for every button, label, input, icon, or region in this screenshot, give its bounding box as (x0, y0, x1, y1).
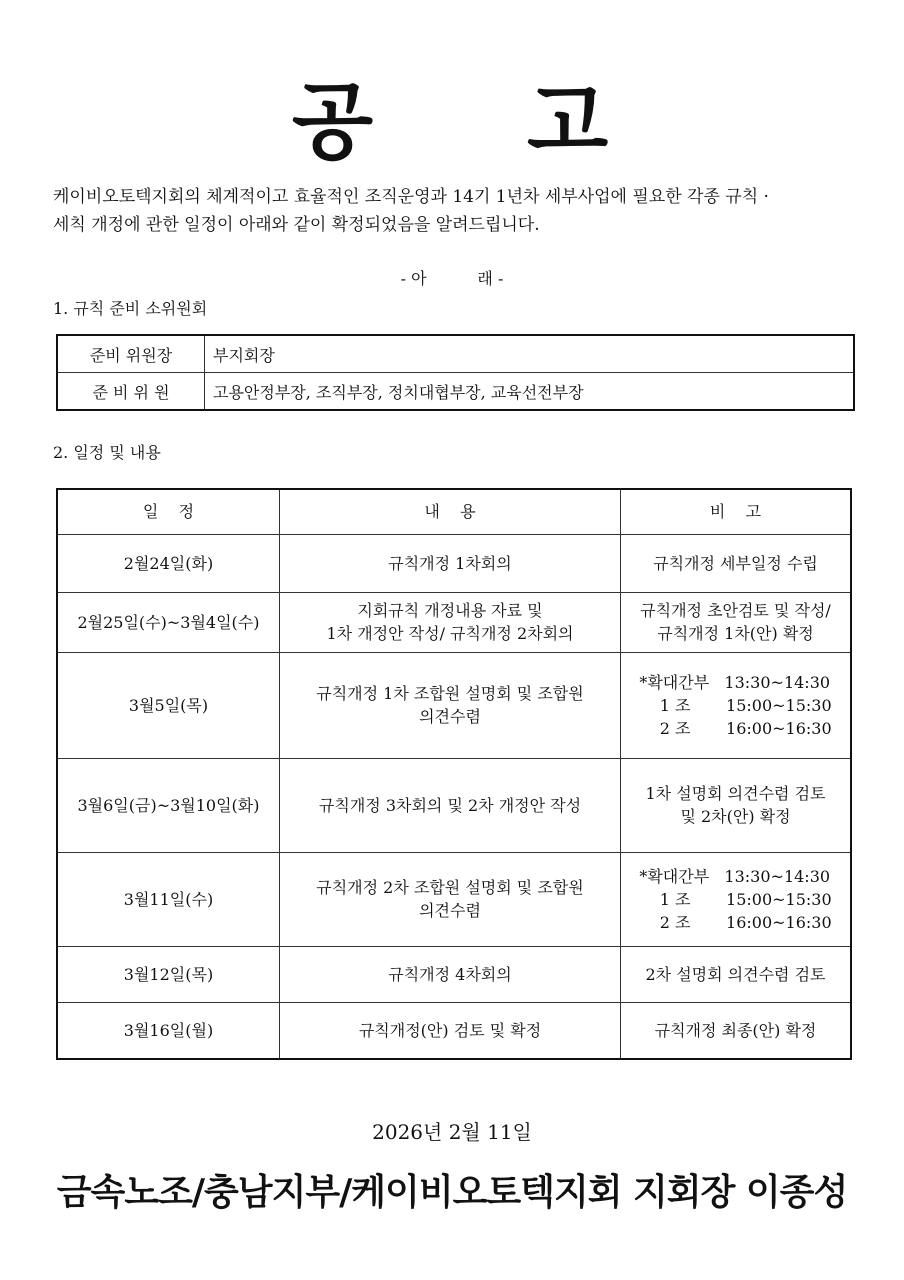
date-cell (57, 592, 280, 652)
row-key: 준 비 위 원 (57, 373, 205, 411)
table-row (57, 534, 851, 592)
table-row (57, 592, 851, 652)
row-value: 고용안정부장, 조직부장, 정치대협부장, 교육선전부장 (205, 373, 855, 411)
date-cell-text: 3월5일(목) (128, 695, 209, 715)
note-cell (621, 946, 852, 1002)
below-heading: - 아 래 - (400, 269, 504, 288)
header-cell: 내 용 (280, 489, 621, 534)
content-cell (280, 592, 621, 652)
date-cell (57, 534, 280, 592)
note-cell-text: *확대간부 13:30~14:30 1 조 15:00~15:30 2 조 16:00~16:30 (639, 672, 832, 738)
date-cell (57, 652, 280, 758)
content-cell-text: 규칙개정 1차회의 (388, 553, 512, 573)
date-cell-text: 3월6일(금)~3월10일(화) (77, 795, 260, 815)
content-cell (280, 652, 621, 758)
table-row (57, 852, 851, 946)
intro-line: 세칙 개정에 관한 일정이 아래와 같이 확정되었음을 알려드립니다. (53, 215, 540, 235)
note-cell-text: 규칙개정 최종(안) 확정 (654, 1020, 817, 1040)
content-cell (280, 946, 621, 1002)
date-cell (57, 758, 280, 852)
date-cell-text: 3월11일(수) (123, 889, 214, 909)
date-cell-text: 2월25일(수)~3월4일(수) (77, 612, 260, 632)
content-cell-text: 규칙개정 1차 조합원 설명회 및 조합원 의견수렴 (316, 684, 584, 726)
title-char: 고 (527, 73, 613, 171)
content-cell (280, 534, 621, 592)
content-cell (280, 852, 621, 946)
date-cell (57, 1002, 280, 1059)
row-key: 준비 위원장 (57, 335, 205, 373)
header-row (57, 489, 851, 534)
note-cell (621, 758, 852, 852)
note-cell (621, 1002, 852, 1059)
content-cell (280, 1002, 621, 1059)
committee-table (56, 334, 855, 411)
row-value: 부지회장 (205, 335, 855, 373)
note-cell-text: 규칙개정 세부일정 수립 (653, 553, 818, 573)
note-cell-text: 규칙개정 초안검토 및 작성/ 규칙개정 1차(안) 확정 (640, 601, 831, 643)
note-cell (621, 592, 852, 652)
title-char: 공 (291, 73, 377, 171)
page-title (0, 55, 904, 176)
table-row (57, 335, 854, 373)
table-row (57, 758, 851, 852)
section1-heading: 1. 규칙 준비 소위원회 (53, 299, 208, 318)
date-cell (57, 852, 280, 946)
content-cell-text: 규칙개정 4차회의 (388, 964, 512, 984)
content-cell-text: 규칙개정 3차회의 및 2차 개정안 작성 (318, 795, 582, 815)
date-cell-text: 3월12일(목) (123, 964, 214, 984)
intro-line: 케이비오토텍지회의 체계적이고 효율적인 조직운영과 14기 1년차 세부사업에 필요한 각종 규칙 · (53, 187, 769, 207)
date-cell-text: 2월24일(화) (123, 553, 214, 573)
date-cell-text: 3월16일(월) (123, 1020, 214, 1040)
header-cell: 비 고 (621, 489, 852, 534)
note-cell-text: 1차 설명회 의견수렴 검토 및 2차(안) 확정 (645, 784, 826, 826)
document-date: 2026년 2월 11일 (372, 1120, 532, 1144)
note-cell-text: *확대간부 13:30~14:30 1 조 15:00~15:30 2 조 16:00~16:30 (639, 866, 832, 932)
note-cell (621, 652, 852, 758)
content-cell-text: 규칙개정 2차 조합원 설명회 및 조합원 의견수렴 (316, 878, 584, 920)
schedule-table (56, 488, 852, 1060)
header-cell: 일 정 (57, 489, 280, 534)
note-cell-text: 2차 설명회 의견수렴 검토 (645, 964, 826, 984)
content-cell (280, 758, 621, 852)
signature: 금속노조/충남지부/케이비오토텍지회 지회장 이종성 (56, 1172, 848, 1213)
content-cell-text: 지회규칙 개정내용 자료 및 1차 개정안 작성/ 규칙개정 2차회의 (326, 601, 574, 643)
section2-heading: 2. 일정 및 내용 (53, 443, 161, 462)
table-row (57, 1002, 851, 1059)
note-cell (621, 534, 852, 592)
content-cell-text: 규칙개정(안) 검토 및 확정 (358, 1020, 542, 1040)
table-row (57, 373, 854, 411)
date-cell (57, 946, 280, 1002)
note-cell (621, 852, 852, 946)
table-row (57, 652, 851, 758)
table-row (57, 946, 851, 1002)
